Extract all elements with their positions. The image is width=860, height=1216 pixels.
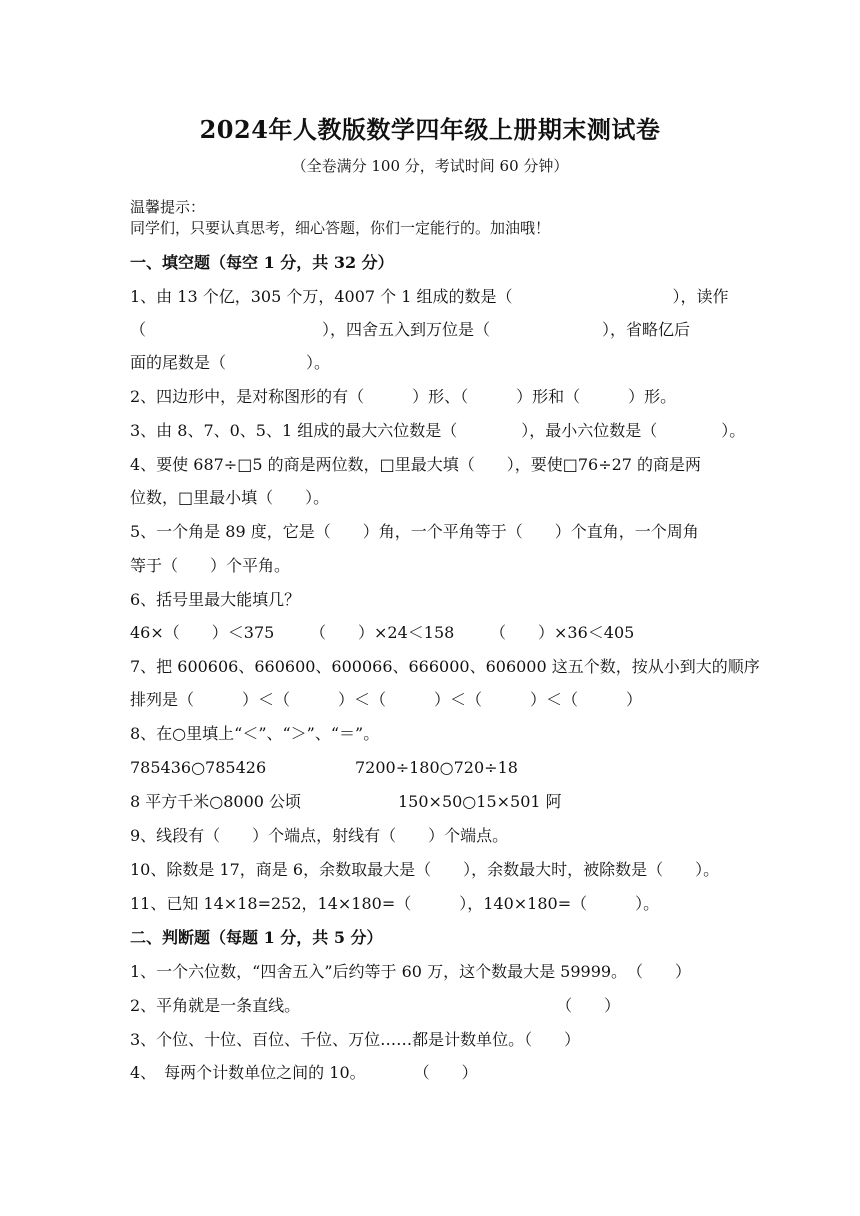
q7-line2: 排列是（ ）＜（ ）＜（ ）＜（ ）＜（ ） xyxy=(130,690,643,709)
section1-heading: 一、填空题（每空 1 分，共 32 分） xyxy=(130,253,394,272)
q8-item: 7200÷180○720÷18 xyxy=(355,758,518,777)
q1-line3: 面的尾数是（ ）。 xyxy=(130,353,331,372)
q11: 11、已知 14×18=252，14×180=（ ），140×180=（ ）。 xyxy=(130,894,660,913)
q6-item: （ ）×24＜158 xyxy=(310,623,455,642)
judge-item-2: 2、平角就是一条直线。 （ ） xyxy=(130,996,621,1015)
page-subtitle: （全卷满分 100 分，考试时间 60 分钟） xyxy=(291,157,569,175)
q5-line1: 5、一个角是 89 度，它是（ ）角，一个平角等于（ ）个直角，一个周角 xyxy=(130,522,699,541)
q1-line1: 1、由 13 个亿，305 个万，4007 个 1 组成的数是（ ），读作 xyxy=(130,287,729,306)
q10: 10、除数是 17，商是 6，余数取最大是（ ），余数最大时，被除数是（ ）。 xyxy=(130,860,720,879)
judge-item-1: 1、一个六位数，“四舍五入”后约等于 60 万，这个数最大是 59999。 （ ） xyxy=(130,962,692,981)
q3: 3、由 8、7、0、5、1 组成的最大六位数是（ ），最小六位数是（ ）。 xyxy=(130,421,746,440)
tip-label: 温馨提示： xyxy=(130,198,206,216)
q4-line2: 位数，□里最小填（ ）。 xyxy=(130,488,330,507)
q8-item: 150×50○15×501 阿 xyxy=(398,792,562,811)
q5-line2: 等于（ ）个平角。 xyxy=(130,556,291,575)
judge-item-3: 3、个位、十位、百位、千位、万位……都是计数单位。（ ） xyxy=(130,1030,581,1049)
q1-line2: （ ），四舍五入到万位是（ ），省略亿后 xyxy=(130,320,691,339)
page-title: 2024年人教版数学四年级上册期末测试卷 xyxy=(199,115,661,144)
tip-text: 同学们，只要认真思考，细心答题，你们一定能行的。加油哦！ xyxy=(130,219,551,237)
q8: 8、在○里填上“＜”、“＞”、“＝”。 xyxy=(130,724,380,743)
q8-item: 785436○785426 xyxy=(130,758,267,777)
q7-line1: 7、把 600606、660600、600066、666000、606000 这五个数，按从小到大的顺序 xyxy=(130,657,760,676)
q2: 2、四边形中，是对称图形的有（ ）形、（ ）形和（ ）形。 xyxy=(130,387,677,406)
section2-heading: 二、判断题（每题 1 分，共 5 分） xyxy=(130,928,383,947)
judge-item-4: 4、 每两个计数单位之间的 10。 （ ） xyxy=(130,1063,478,1082)
q6: 6、括号里最大能填几？ xyxy=(130,590,301,609)
q6-item: 46×（ ）＜375 xyxy=(130,623,275,642)
q8-item: 8 平方千米○8000 公顷 xyxy=(130,792,302,811)
q9: 9、线段有（ ）个端点，射线有（ ）个端点。 xyxy=(130,826,509,845)
q4-line1: 4、要使 687÷□5 的商是两位数，□里最大填（ ），要使□76÷27 的商是两 xyxy=(130,455,702,474)
q6-item: （ ）×36＜405 xyxy=(490,623,635,642)
